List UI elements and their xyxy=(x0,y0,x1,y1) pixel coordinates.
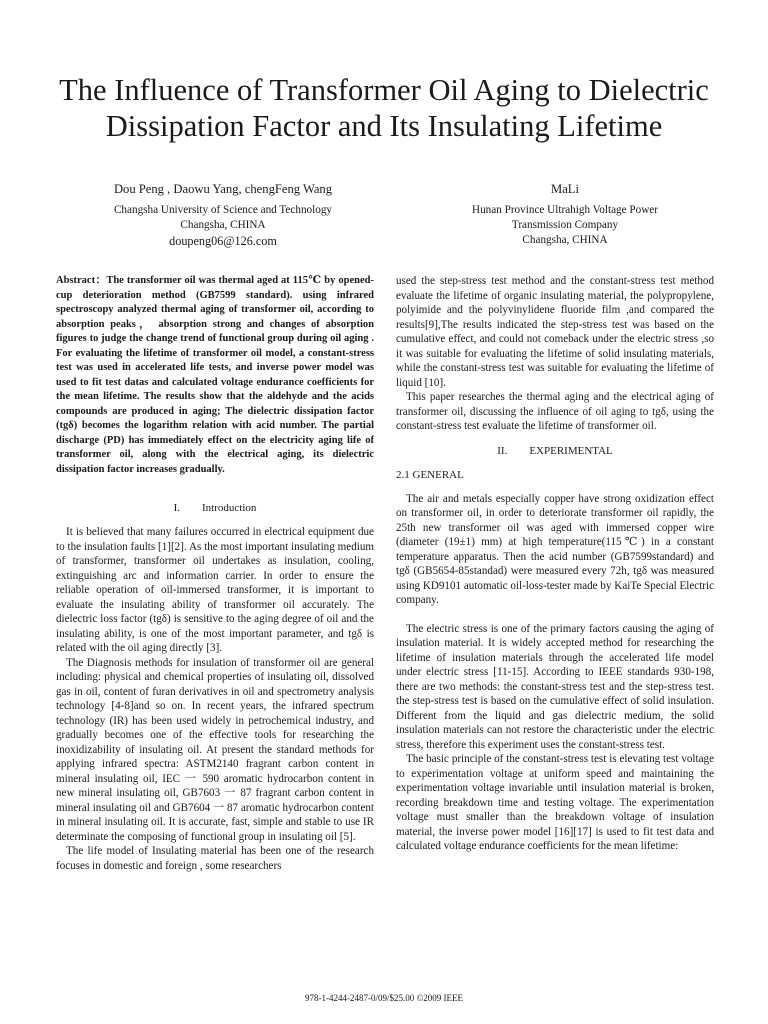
section-number: I. xyxy=(173,502,181,514)
author-email: doupeng06@126.com xyxy=(169,234,277,248)
section-title: EXPERIMENTAL xyxy=(529,444,613,457)
paragraph: It is believed that many failures occurred in electrical equipment due to the insulation faults [1][2]. As the most important insulating medium of transformer, transformer oil undertakes as insulation, cooling, extinguishing arc and information carrier. In order to ensure the reliable operation of oil-immersed transformer, it is important to evaluate the insulating ability of transformer oil accurately. The dielectric loss factor (tgδ) is sensitive to the aging degree of oil and the insulating ability, is one of the most important parameter, and tgδ is related with the oil aging directly [3]. xyxy=(56,526,374,654)
abstract: Abstract：The transformer oil was thermal aged at 115℃ by opened-cup deterioration method (GB7599 standard). using infrared spectroscopy analyzed thermal aging of transformer oil, according to absorption peaks， absorption strong and changes of absorption figures to judge the change trend of functional group during oil aging . For evaluating the lifetime of transformer oil model, a constant-stress test was used in accelerated life tests, and inverse power model was used to fit test datas and calculated voltage endurance coefficients for the mean lifetime. The results show that the aldehyde and the acids compounds are produced in aging; The dielectric dissipation factor (tgδ) becomes the logarithm relation with acid number. The partial discharge (PD) has immediately effect on the electricity aging life of transformer oil, along with the electrical aging, its dielectric dissipation factor increases gradually. xyxy=(56,275,374,475)
paragraph: The electric stress is one of the primary factors causing the aging of insulation material. It is widely accepted method for researching the lifetime of insulation materials through the accelerated life model under electric stress [11-15]. According to IEEE standards 930-198, there are two methods: the constant-stress test and the step-stress test. the step-stress test is based on the cumulative effect of solid insulation. Different from the liquid and gas dielectric medium, the solid insulation materials can not restore the characteristic under the electric stress, therefore this experiment uses the constant-stress test. xyxy=(396,622,714,751)
affiliation-line: Changsha University of Science and Technology xyxy=(113,204,333,216)
section-heading-experimental xyxy=(396,444,714,458)
page-footer: 978-1-4244-2487-0/09/$25.00 ©2009 IEEE xyxy=(304,993,464,1003)
author-block-right xyxy=(400,181,730,248)
affiliation-line: Hunan Province Ultrahigh Voltage Power xyxy=(471,204,658,216)
paragraph: The air and metals especially copper have strong oxidization effect on transformer oil, in order to deteriorate transformer oil rapidly, the 25th new transformer oil was aged with immersed copper wire (diameter (19±1) mm) at high temperature(115℃) in a constant temperature apparatus. Then the acid number (GB7599standard) and tgδ (GB5654-85standad) were measured every 72h, tgδ was measured using KD9101 automatic oil-loss-tester made by KaiTe Special Electric company. xyxy=(396,492,714,606)
left-column xyxy=(56,274,374,873)
section-heading-introduction xyxy=(56,501,374,515)
paragraph: The life model of Insulating material has been one of the research focuses in domestic and foreign , some researchers xyxy=(56,845,374,872)
paragraph: used the step-stress test method and the constant-stress test method evaluate the lifetime of organic insulating material, the polypropylene, polyimide and the polyvinylidene fluoride film ,and compared the results[9],The results indicated the step-stress test was based on the cumulative effect, and could not comeback under the electric stress ,so it was suitable for evaluating the lifetime of solid insulating materials, while the constant-stress test was suitable for evaluating the lifetime of liquid [10]. xyxy=(396,275,714,389)
author-names-right: MaLi xyxy=(551,182,579,196)
affiliation-line: Transmission Company xyxy=(511,219,619,231)
right-column xyxy=(396,274,714,854)
paragraph: This paper researches the thermal aging and the electrical aging of transformer oil, discussing the influence of oil aging to tgδ, using the constant-stress test evaluate the lifetime of transformer oil. xyxy=(396,391,714,432)
section-number: II. xyxy=(497,444,508,457)
affiliation-line: Changsha, CHINA xyxy=(522,234,608,246)
paper-title: The Influence of Transformer Oil Aging to Dielectric Dissipation Factor and Its Insulating Lifetime xyxy=(59,73,709,143)
author-block-left xyxy=(58,181,388,249)
paragraph: The Diagnosis methods for insulation of transformer oil are general including: physical and chemical properties of insulating oil, dissolved gas in oil, content of furan derivatives in oil and spectrometry analysis technology [4-8]and so on. In recent years, the infrared spectrum technology (IR) has been used widely in petrochemical industry, and gradually becomes one of the effective tools for researching the inoxidizability of insulating oil. At present the standard methods for applying infrared spectra: ASTM2140 fragrant carbon content in mineral insulating oil, IEC 一 590 aromatic hydrocarbon content in new mineral insulating oil, GB7603 一 87 fragrant carbon content in mineral insulating oil and GB7604 一 87 aromatic hydrocarbon content in mineral insulating oil. It is accurate, fast, simple and stable to use IR determinate the composing of functional group in insulating oil [5]. xyxy=(56,656,374,843)
author-names-left: Dou Peng , Daowu Yang, chengFeng Wang xyxy=(113,182,333,196)
subsection-heading: 2.1 GENERAL xyxy=(396,468,464,481)
section-title: Introduction xyxy=(202,502,257,514)
paragraph: The basic principle of the constant-stress test is elevating test voltage to experimentation voltage at uniform speed and maintaining the experimentation voltage invariable until insulation material is broken, recording breakdown time and testing voltage. The experimentation voltage must smaller than the breakdown voltage of insulation material, the inverse power model [16][17] is used to fit test data and calculated voltage endurance coefficients for the mean lifetime: xyxy=(396,753,714,852)
affiliation-line: Changsha, CHINA xyxy=(180,219,266,231)
